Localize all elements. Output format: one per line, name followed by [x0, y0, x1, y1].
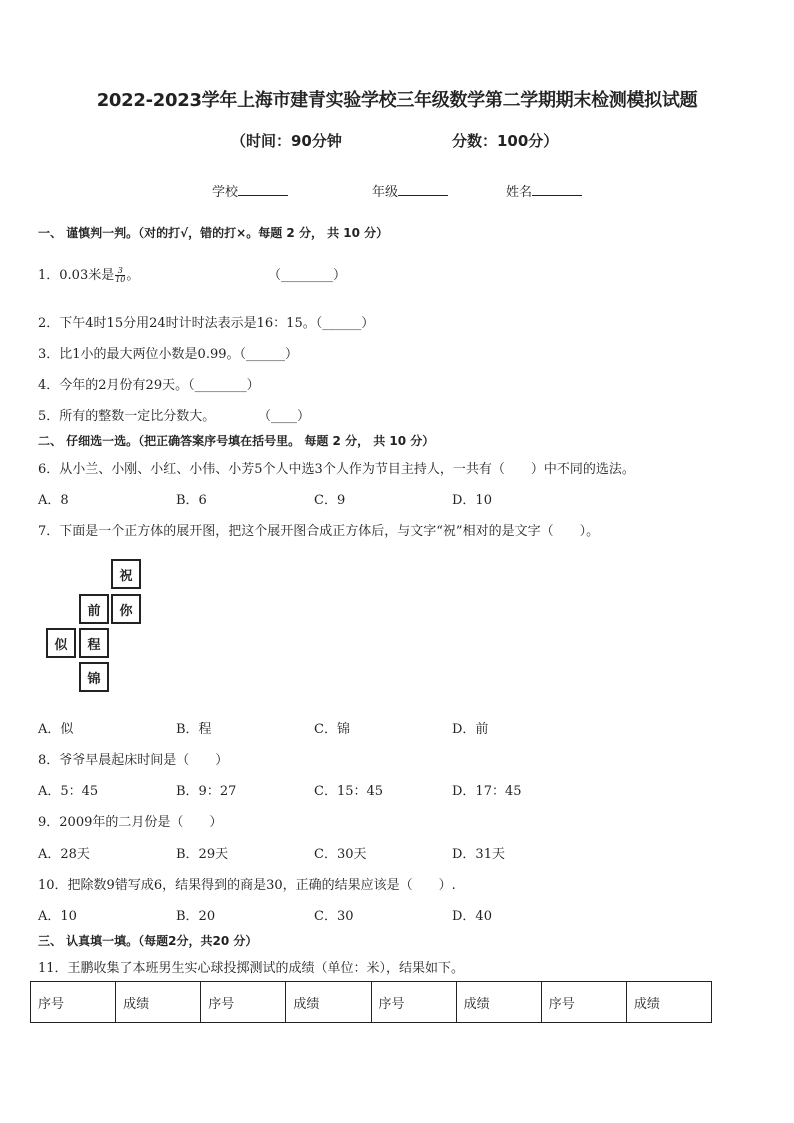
question-7: 7．下面是一个正方体的展开图，把这个展开图合成正方体后，与文字“祝”相对的是文字（ ）。	[38, 524, 600, 539]
table-header-cell: 成绩	[626, 982, 711, 1023]
q10-option-b[interactable]: B．20	[176, 909, 216, 924]
q9-option-a[interactable]: A．28天	[38, 847, 90, 862]
question-4: 4．今年的2月份有29天。（________）	[38, 378, 260, 393]
question-6: 6．从小兰、小刚、小红、小伟、小芳5个人中选3个人作为节目主持人，一共有（ ）中不同的选法。	[38, 462, 635, 477]
exam-time: （时间：90分钟	[231, 132, 342, 150]
q9-option-d[interactable]: D．31天	[452, 847, 505, 862]
table-header-cell: 成绩	[286, 982, 371, 1023]
q1-suffix: 。	[126, 268, 140, 283]
q1-frac-num: 3	[115, 267, 125, 276]
name-blank[interactable]	[532, 182, 582, 196]
exam-score: 分数：100分）	[452, 132, 559, 150]
q10-option-c[interactable]: C．30	[314, 909, 354, 924]
q8-option-d[interactable]: D．17：45	[452, 784, 522, 799]
question-9: 9．2009年的二月份是（ ）	[38, 815, 223, 830]
q6-option-a[interactable]: A．8	[38, 493, 69, 508]
q10-option-d[interactable]: D．40	[452, 909, 492, 924]
net-cell-si: 似	[46, 628, 76, 658]
q1-frac-den: 10	[115, 275, 126, 284]
q7-option-c[interactable]: C．锦	[314, 722, 350, 737]
q8-option-b[interactable]: B．9：27	[176, 784, 237, 799]
question-5: 5．所有的整数一定比分数大。	[38, 409, 216, 424]
table-header-cell: 序号	[541, 982, 626, 1023]
net-cell-ni: 你	[111, 594, 141, 624]
table-header-cell: 序号	[31, 982, 116, 1023]
q6-option-d[interactable]: D．10	[452, 493, 492, 508]
grade-label: 年级	[372, 185, 399, 200]
table-header-cell: 成绩	[116, 982, 201, 1023]
school-field[interactable]	[212, 181, 288, 200]
section2-heading: 二、 仔细选一选。（把正确答案序号填在括号里。 每题 2 分， 共 10 分）	[38, 434, 435, 448]
net-cell-qian: 前	[79, 594, 109, 624]
name-label: 姓名	[506, 185, 533, 200]
page-title: 2022-2023学年上海市建青实验学校三年级数学第二学期期末检测模拟试题	[96, 90, 698, 111]
q10-option-a[interactable]: A．10	[38, 909, 77, 924]
q1-answer-blank[interactable]: （________）	[268, 268, 347, 283]
grade-blank[interactable]	[398, 182, 448, 196]
net-cell-cheng: 程	[79, 628, 109, 658]
q5-answer-blank[interactable]: （____）	[258, 409, 311, 424]
question-3: 3．比1小的最大两位小数是0.99。（______）	[38, 347, 298, 362]
section3-heading: 三、 认真填一填。（每题2分，共20 分）	[38, 934, 258, 948]
table-header-cell: 成绩	[456, 982, 541, 1023]
table-row	[31, 982, 712, 1023]
net-cell-jin: 锦	[79, 662, 109, 692]
grade-field[interactable]	[372, 181, 448, 200]
q7-option-b[interactable]: B．程	[176, 722, 212, 737]
q6-option-b[interactable]: B．6	[176, 493, 207, 508]
school-label: 学校	[212, 185, 239, 200]
q7-option-a[interactable]: A．似	[38, 722, 74, 737]
name-field[interactable]	[506, 181, 582, 200]
question-10: 10．把除数9错写成6，结果得到的商是30，正确的结果应该是（ ）.	[38, 878, 456, 893]
question-1	[38, 264, 139, 284]
q8-option-c[interactable]: C．15：45	[314, 784, 384, 799]
q9-option-c[interactable]: C．30天	[314, 847, 367, 862]
school-blank[interactable]	[238, 182, 288, 196]
net-cell-zhu: 祝	[111, 559, 141, 589]
table-header-cell: 序号	[371, 982, 456, 1023]
results-table	[30, 981, 712, 1023]
q1-fraction	[115, 267, 125, 284]
q1-prefix: 1．0.03米是	[38, 268, 115, 283]
question-11: 11．王鹏收集了本班男生实心球投掷测试的成绩（单位：米），结果如下。	[38, 961, 465, 976]
q9-option-b[interactable]: B．29天	[176, 847, 229, 862]
question-8: 8．爷爷早晨起床时间是（ ）	[38, 753, 229, 768]
section1-heading: 一、 谨慎判一判。（对的打√，错的打×。每题 2 分， 共 10 分）	[38, 226, 389, 240]
q6-option-c[interactable]: C．9	[314, 493, 346, 508]
q7-option-d[interactable]: D．前	[452, 722, 489, 737]
question-2: 2．下午4时15分用24时计时法表示是16：15。（______）	[38, 316, 375, 331]
q8-option-a[interactable]: A．5：45	[38, 784, 99, 799]
table-header-cell: 序号	[201, 982, 286, 1023]
